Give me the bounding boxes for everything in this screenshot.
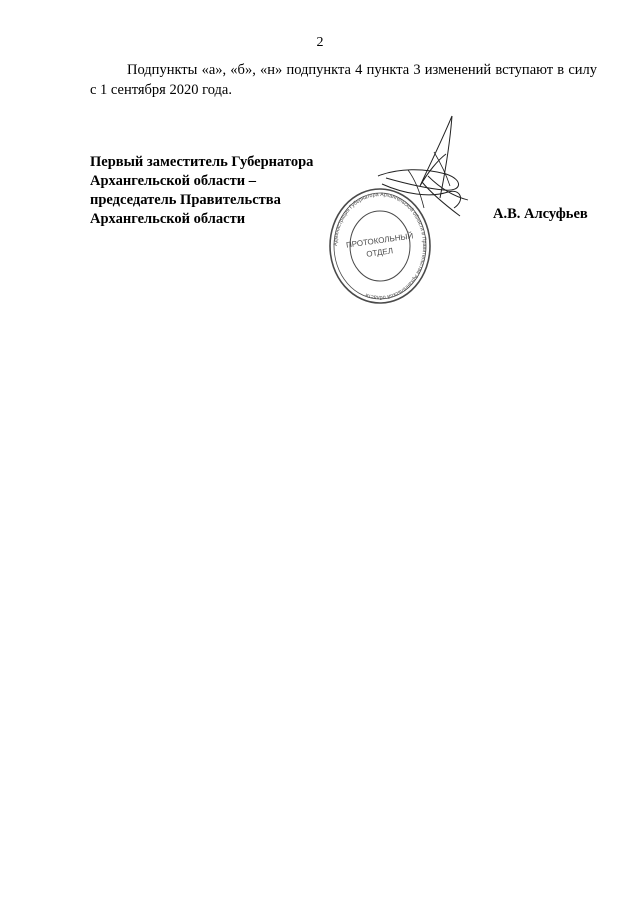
handwritten-signature bbox=[368, 112, 478, 220]
signatory-name: А.В. Алсуфьев bbox=[493, 206, 588, 222]
stamp-inner-text-2: ОТДЕЛ bbox=[365, 246, 394, 259]
signatory-title bbox=[90, 153, 313, 229]
stamp-inner-text-1: ПРОТОКОЛЬНЫЙ bbox=[345, 231, 414, 250]
stamp-ring-text-path: Администрация Губернатора Архангельской области и Правительства Архангельской области bbox=[332, 191, 428, 301]
signatory-title-line: председатель Правительства bbox=[90, 192, 281, 208]
body-paragraph: Подпункты «а», «б», «н» подпункта 4 пункта 3 изменений вступают в силу с 1 сентября 2020 года. bbox=[90, 62, 597, 98]
signatory-title-line: Первый заместитель Губернатора bbox=[90, 154, 314, 170]
signatory-title-line: Архангельской области bbox=[90, 211, 246, 227]
page-number: 2 bbox=[316, 35, 324, 50]
signatory-title-line: Архангельской области – bbox=[90, 173, 256, 189]
